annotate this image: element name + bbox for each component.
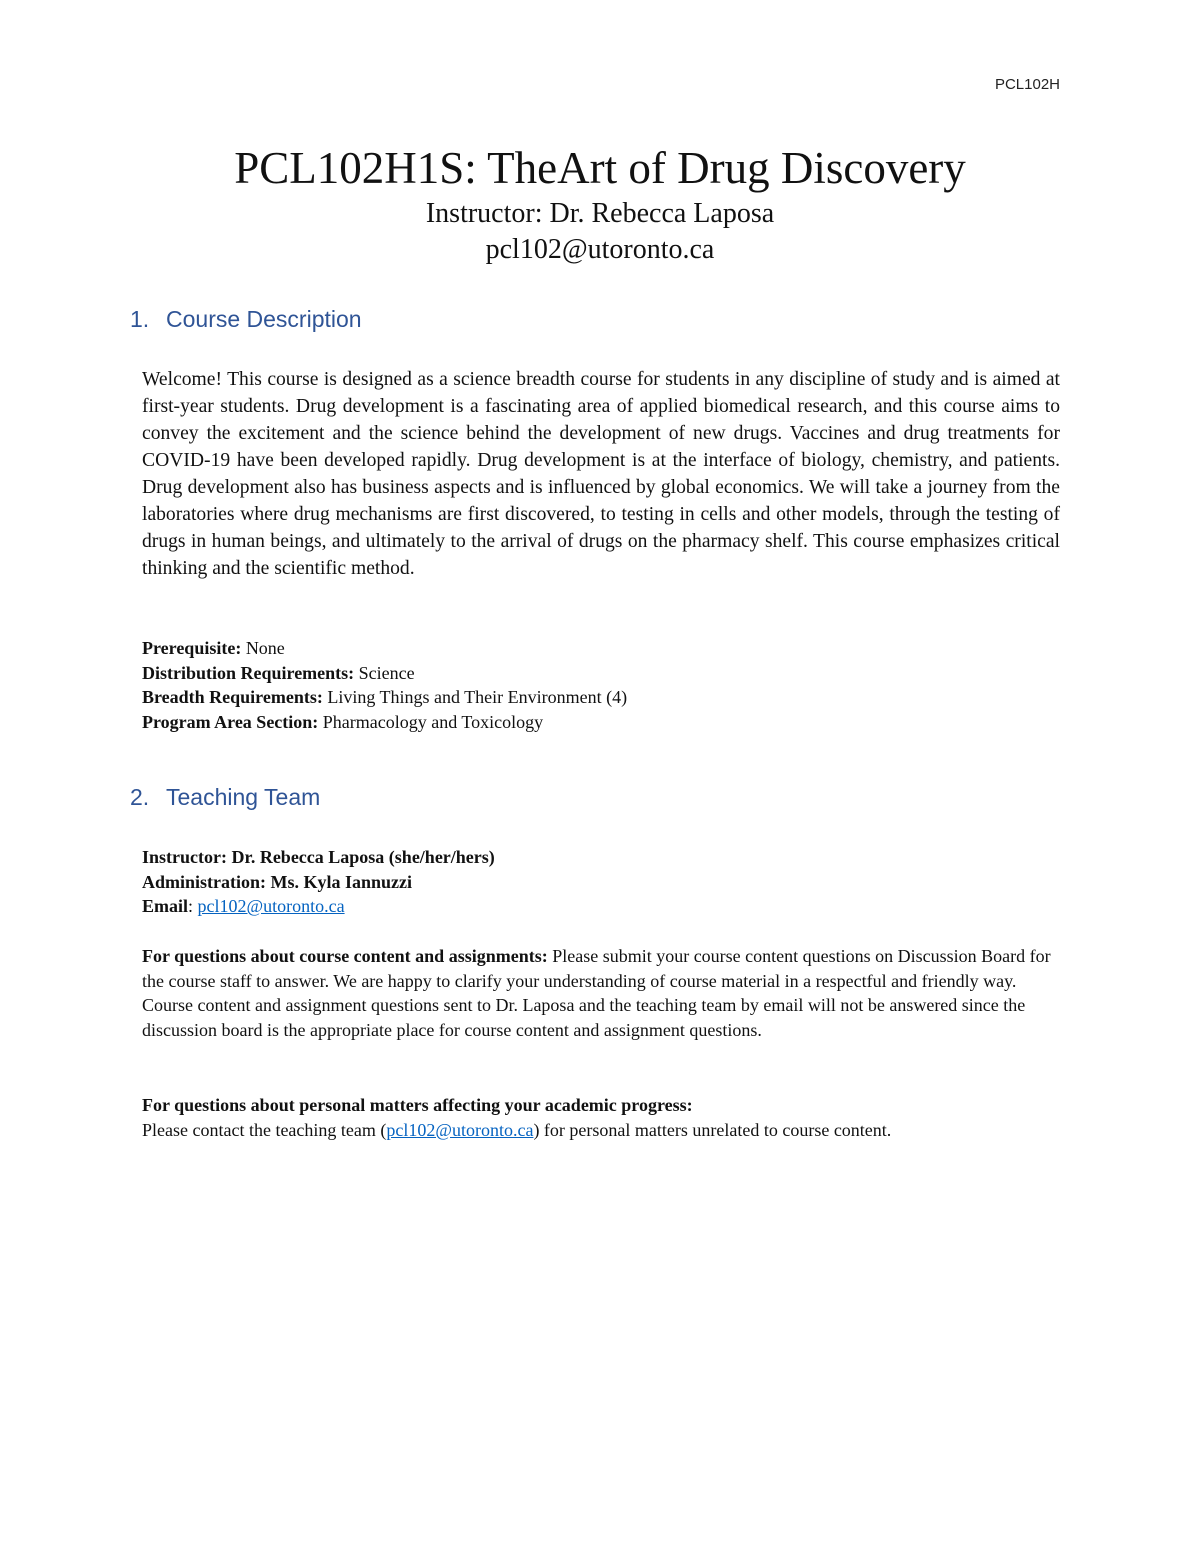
requirement-prerequisite [142, 636, 1060, 661]
personal-questions-label-line [142, 1093, 1082, 1118]
document-title: PCL102H1S: TheArt of Drug Discovery [234, 143, 966, 193]
personal-questions-text-after: ) for personal matters unrelated to course content. [533, 1119, 892, 1140]
requirement-label: Prerequisite: [142, 638, 242, 658]
personal-questions-block [142, 1093, 1082, 1142]
requirement-label: Distribution Requirements: [142, 662, 355, 683]
requirement-label: Breadth Requirements: [142, 687, 323, 707]
section-title: Course Description [166, 306, 362, 332]
requirement-value: None [245, 638, 285, 658]
team-administration-text: Administration: Ms. Kyla Iannuzzi [142, 871, 413, 892]
requirement-distribution [142, 661, 1060, 686]
team-email [142, 894, 1060, 919]
team-administration [142, 870, 1060, 895]
team-instructor-text: Instructor: Dr. Rebecca Laposa (she/her/hers) [142, 847, 495, 867]
requirement-breadth [142, 685, 1060, 710]
page-header-course-code: PCL102H [994, 76, 1060, 93]
contact-email: pcl102@utoronto.ca [485, 234, 715, 265]
section-title: Teaching Team [166, 784, 321, 810]
section-number: 2. [130, 784, 150, 810]
email-label: Email [142, 896, 189, 916]
instructor-line: Instructor: Dr. Rebecca Laposa [425, 198, 775, 229]
personal-questions-text-line [142, 1118, 1082, 1143]
personal-questions-label: For questions about personal matters affecting your academic progress: [142, 1095, 693, 1115]
section-number: 1. [130, 306, 150, 332]
requirement-program-area [142, 710, 1060, 735]
requirement-value: Science [358, 662, 415, 683]
team-instructor [142, 845, 1060, 870]
requirement-value: Living Things and Their Environment (4) [327, 687, 628, 707]
section-heading-course-description [130, 306, 362, 333]
content-questions-text: Please submit your course content questions on Discussion Board for the course staff to answer. We are happy to clarify your understanding of course material in a respectful and friendly way. Course content and assignment questions sent to Dr. Laposa and the teaching team by email will not be answered since the discussion board is the appropriate place for course content and assignment questions. [142, 946, 1051, 1040]
section-heading-teaching-team [130, 784, 320, 811]
requirements-list [142, 636, 1060, 734]
title-block [0, 140, 1200, 268]
requirement-label: Program Area Section: [142, 711, 319, 732]
course-description-paragraph: Welcome! This course is designed as a science breadth course for students in any discipline of study and is aimed at first-year students. Drug development is a fascinating area of applied biomedical research, and this course aims to convey the excitement and the science behind the development of new drugs. Vaccines and drug treatments for COVID-19 have been developed rapidly. Drug development is at the interface of biology, chemistry, and patients. Drug development also has business aspects and is influenced by global economics. We will take a journey from the laboratories where drug mechanisms are first discovered, to testing in cells and other models, through the testing of drugs in human beings, and ultimately to the arrival of drugs on the pharmacy shelf. This course emphasizes critical thinking and the scientific method. [142, 369, 1060, 579]
email-separator: : [188, 896, 198, 916]
content-questions-paragraph [142, 944, 1060, 1042]
team-email-link[interactable]: pcl102@utoronto.ca [197, 896, 345, 916]
personal-email-link[interactable]: pcl102@utoronto.ca [386, 1119, 534, 1140]
teaching-team-contacts [142, 845, 1060, 919]
content-questions-label: For questions about course content and assignments: [142, 946, 548, 966]
personal-questions-text-before: Please contact the teaching team ( [142, 1119, 387, 1140]
requirement-value: Pharmacology and Toxicology [322, 711, 544, 732]
content-questions-block [142, 944, 1060, 1042]
